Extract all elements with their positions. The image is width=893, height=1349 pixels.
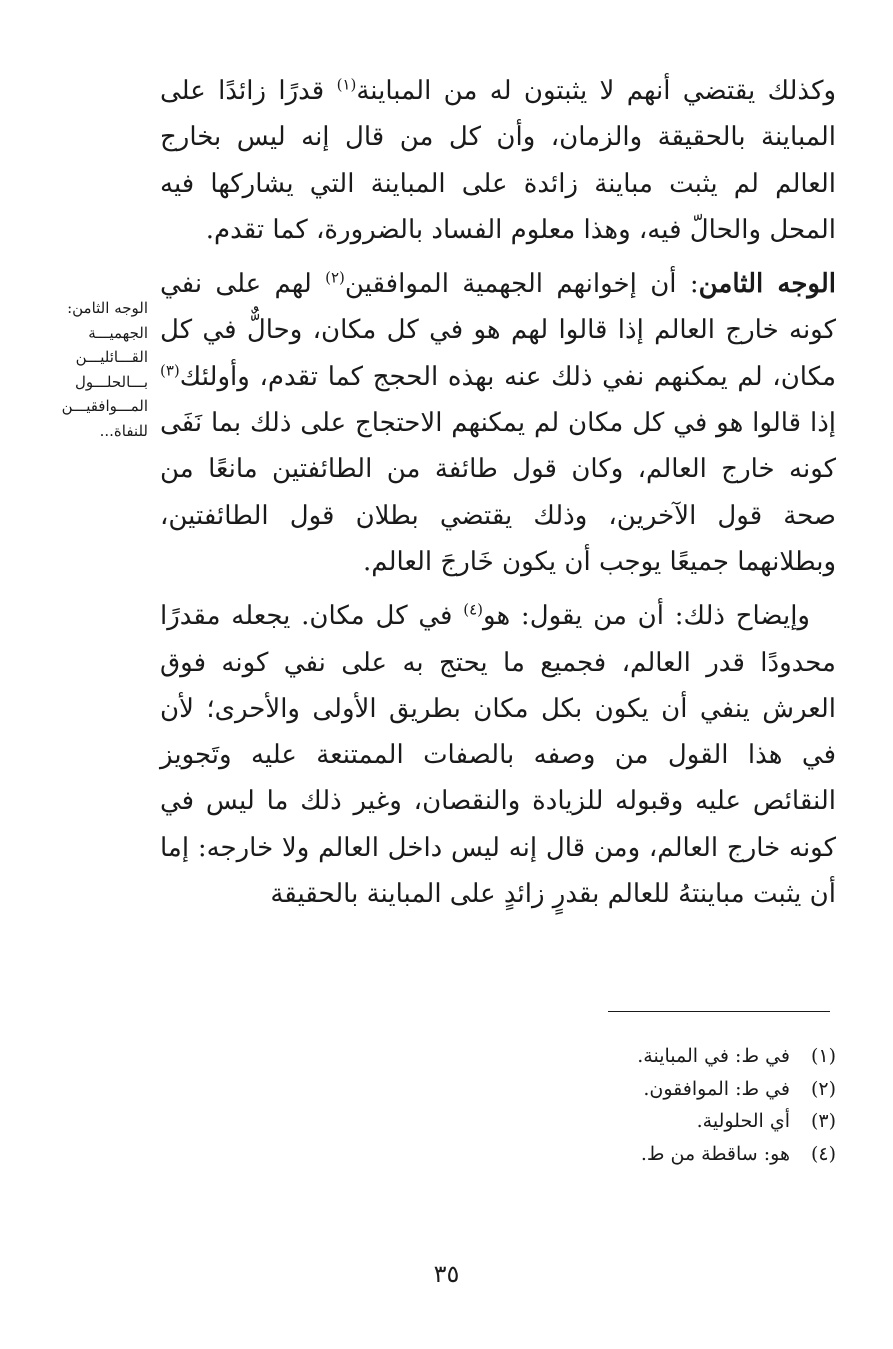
- paragraph-2: [160, 261, 836, 585]
- margin-note-line: المـــوافقيـــن: [61, 397, 148, 415]
- footnotes-list: [420, 1040, 836, 1170]
- footnote-item: [420, 1073, 836, 1106]
- main-text-body: [160, 68, 836, 917]
- paragraph-1-text-b: قدرًا زائدًا على المباينة بالحقيقة والزمان، وأن كل من قال إنه ليس بخارج العالم لم يثبت مباينة زائدة على المباينة التي يشاركها فيه المحل والحالّ فيه، وهذا معلوم الفساد بالضرورة، كما تقدم.: [160, 76, 836, 245]
- paragraph-2-text-b: لهم على نفي كونه خارج العالم إذا قالوا لهم هو في كل مكان، وحالٌّ في كل مكان، لم يمكنهم نفي ذلك عنه بهذه الحجج كما تقدم، وأولئك: [160, 269, 836, 392]
- footnote-ref-4: (٤): [463, 600, 484, 619]
- footnote-item: [420, 1105, 836, 1138]
- footnote-number: (٤): [810, 1142, 836, 1165]
- footnote-item: [420, 1040, 836, 1073]
- margin-note-line: الوجه الثامن:: [67, 299, 148, 317]
- footnote-ref-1: (١): [336, 75, 357, 94]
- margin-note-line: الجهميـــة: [88, 323, 148, 342]
- page-number: ٣٥: [433, 1260, 460, 1288]
- margin-note-line: بـــالحلـــول: [75, 372, 148, 391]
- paragraph-3-text-a: وإيضاح ذلك: أن من يقول: هو: [483, 601, 810, 632]
- margin-note-line: القـــائليـــن: [75, 348, 148, 366]
- footnote-number: (١): [810, 1045, 836, 1067]
- footnote-text: في ط: في المباينة.: [637, 1045, 790, 1067]
- section-heading-eighth-aspect: الوجه الثامن: [698, 269, 836, 300]
- paragraph-1-text-a: وكذلك يقتضي أنهم لا يثبتون له من المباينة: [356, 76, 837, 106]
- footnote-item: [420, 1138, 836, 1171]
- footnote-ref-3: (٣): [160, 361, 180, 380]
- footnote-number: (٢): [810, 1077, 836, 1100]
- footnote-text: أي الحلولية.: [696, 1110, 790, 1132]
- margin-note: [40, 296, 148, 443]
- paragraph-3-text-b: في كل مكان. يجعله مقدرًا محدودًا قدر العالم، فجميع ما يحتج به على نفي كونه فوق العرش ينفي أن يكون بكل مكان بطريق الأولى والأحرى؛ لأن في هذا القول من وصفه بالصفات الممتنعة عليه وتَجويز النقائص عليه وقبوله للزيادة والنقصان، وغير ذلك ما ليس في كونه خارج العالم، ومن قال إنه ليس داخل العالم ولا خارجه: إما أن يثبت مباينتهُ للعالم بقدرٍ زائدٍ على المباينة بالحقيقة: [160, 601, 836, 910]
- paragraph-2-text-a: : أن إخوانهم الجهمية الموافقين: [344, 269, 699, 300]
- footnote-number: (٣): [810, 1110, 836, 1132]
- paragraph-1: [160, 68, 836, 253]
- footnote-text: هو: ساقطة من ط.: [640, 1142, 790, 1165]
- footnote-ref-2: (٢): [325, 268, 345, 287]
- footnote-text: في ط: الموافقون.: [643, 1077, 790, 1100]
- footnote-divider: [608, 1011, 830, 1012]
- paragraph-2-text-c: إذا قالوا هو في كل مكان لم يمكنهم الاحتجاج على ذلك بما نَفَى كونه خارج العالم، وكان قول طائفة من الطائفتين مانعًا من صحة قول الآخرين، وذلك يقتضي بطلان قول الطائفتين، وبطلانهما جميعًا يوجب أن يكون خَارجَ العالم.: [160, 408, 836, 577]
- margin-note-line: للنفاة...: [99, 421, 148, 440]
- paragraph-3: [160, 593, 836, 917]
